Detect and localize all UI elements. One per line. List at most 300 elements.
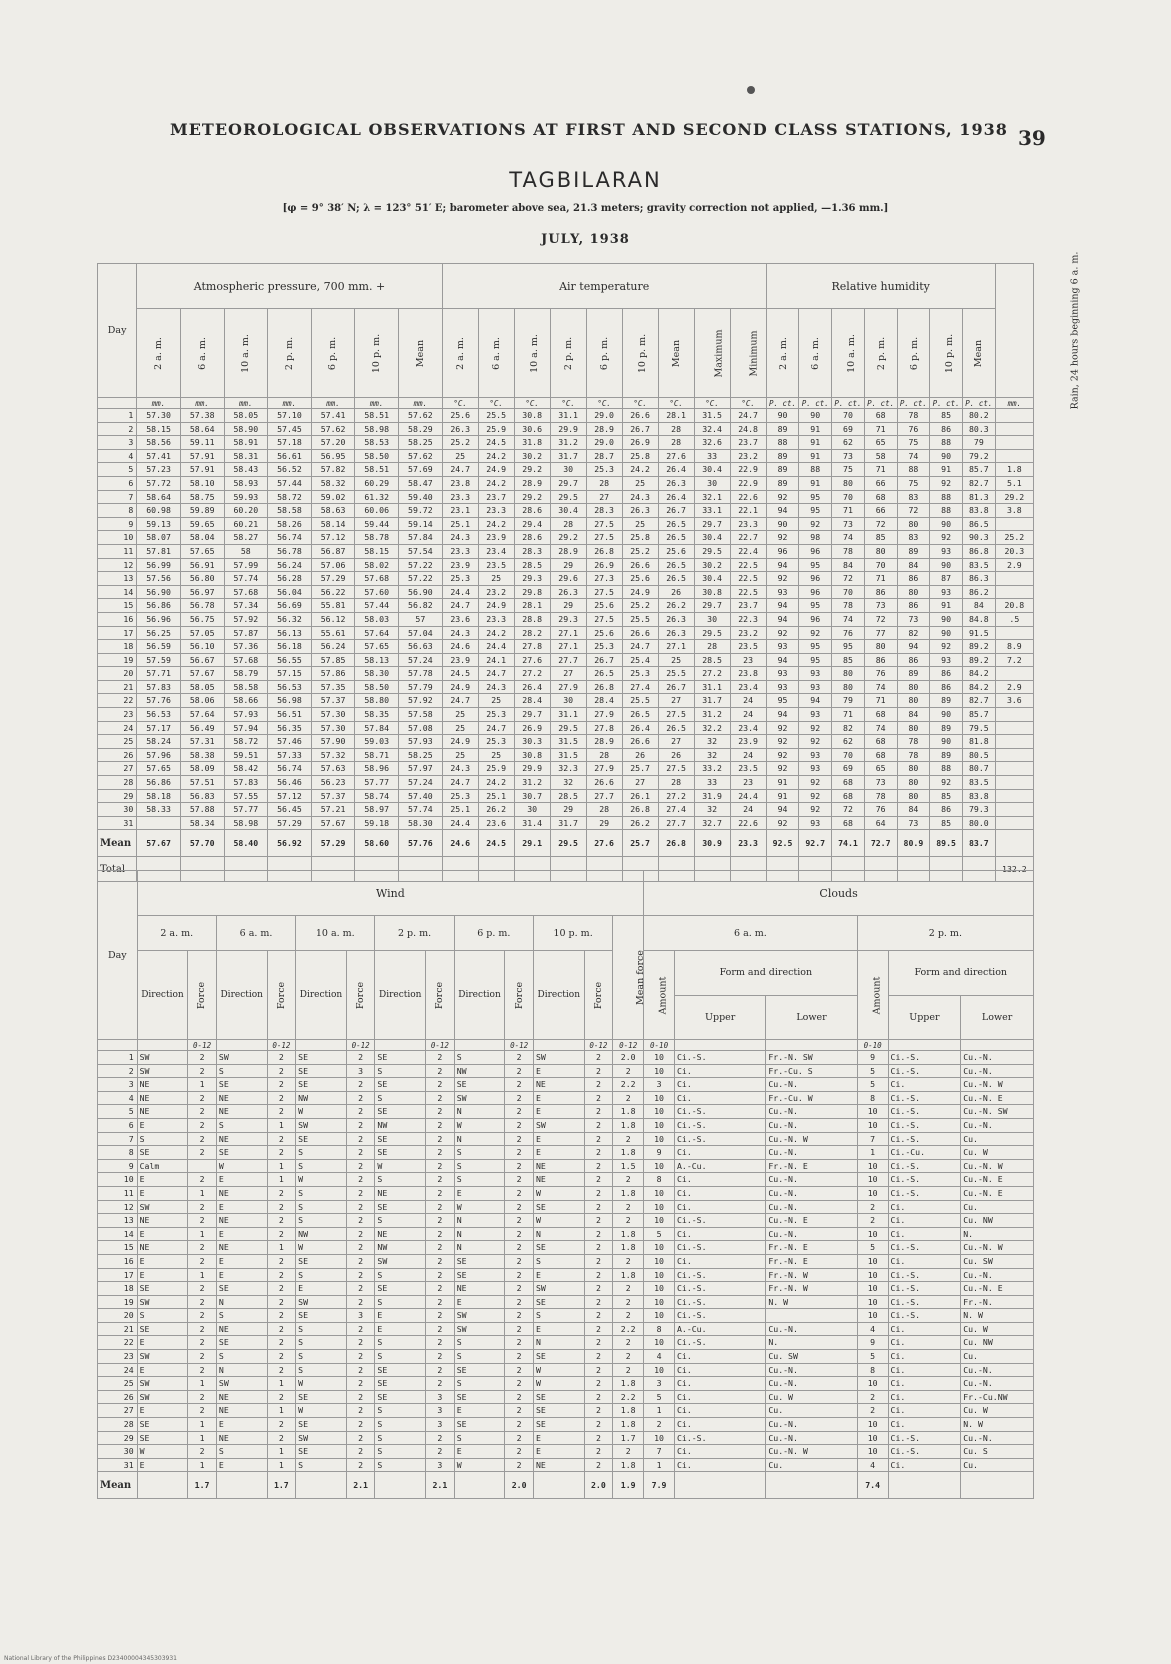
- table-row: [98, 789, 1034, 803]
- pressure-col-label: 2 p. m.: [283, 336, 295, 370]
- pressure-10p: 60.06: [355, 504, 399, 518]
- temperature-2a: 23.8: [442, 476, 478, 490]
- table-row: [98, 1159, 1034, 1173]
- wind-force: 3: [426, 1390, 455, 1404]
- cloud-lower-6am: Fr.-N. E: [766, 1254, 857, 1268]
- humidity-10p: 88: [930, 436, 963, 450]
- force-scale: 0-12: [426, 1040, 455, 1051]
- wind-force: 2: [346, 1322, 375, 1336]
- wind-direction: NE: [137, 1214, 188, 1228]
- humidity-6p: 86: [897, 653, 930, 667]
- cloud-amount-6am: 3: [644, 1078, 675, 1092]
- wind-direction: SE: [137, 1418, 188, 1432]
- wind-direction: S: [533, 1254, 584, 1268]
- humidity-10a: 84: [832, 558, 865, 572]
- wind-direction: N: [533, 1227, 584, 1241]
- pressure-6a: 59.65: [180, 517, 224, 531]
- day-number: 10: [98, 531, 137, 545]
- wind-direction: SW: [137, 1051, 188, 1065]
- humidity-6a: 95: [799, 558, 832, 572]
- rain-value: 7.2: [995, 653, 1033, 667]
- humidity-6p: 73: [897, 816, 930, 830]
- pressure-6a: 58.64: [180, 422, 224, 436]
- humidity-col-label: 6 p. m.: [908, 336, 920, 370]
- humidity-10p: 86: [930, 680, 963, 694]
- wind-force: 2: [505, 1200, 534, 1214]
- humidity-6a: 95: [799, 599, 832, 613]
- wind-time-header: 6 a. m.: [216, 916, 295, 951]
- wind-force: 2: [505, 1254, 534, 1268]
- wind-direction: W: [296, 1377, 347, 1391]
- cloud-upper-2pm: Ci.: [888, 1418, 961, 1432]
- table-row: [98, 748, 1034, 762]
- cloud-amount-6am: 4: [644, 1350, 675, 1364]
- wind-direction: N: [454, 1227, 505, 1241]
- humidity-mean: 83.5: [962, 558, 995, 572]
- day-number: 7: [98, 1132, 138, 1146]
- wind-force: 2: [346, 1146, 375, 1160]
- pressure-10p: 58.78: [355, 531, 399, 545]
- pressure-2a: 58.07: [137, 531, 181, 545]
- pressure-2p: 58.58: [268, 504, 312, 518]
- pressure-6a: 56.49: [180, 721, 224, 735]
- rain-value: 2.9: [995, 558, 1033, 572]
- pressure-6p: 57.86: [311, 667, 355, 681]
- humidity-col-header: [766, 309, 799, 398]
- cloud-upper-6am: Ci.-S.: [674, 1268, 765, 1282]
- rain-value: [995, 816, 1033, 830]
- temperature-6a: 23.2: [478, 585, 514, 599]
- wind-direction: W: [533, 1363, 584, 1377]
- humidity-2a: 94: [766, 653, 799, 667]
- pressure-10a: 57.68: [224, 653, 268, 667]
- wind-direction: NE: [375, 1227, 426, 1241]
- temperature-10p: 25.6: [622, 572, 658, 586]
- wind-time-header: 10 p. m.: [533, 916, 612, 951]
- humidity-2a: 94: [766, 708, 799, 722]
- table-row: [98, 1322, 1034, 1336]
- pressure-2p: 57.29: [268, 816, 312, 830]
- force-header: [584, 951, 613, 1040]
- temperature-group-header: Air temperature: [442, 264, 766, 309]
- humidity-col-header: [930, 309, 963, 398]
- wind-direction: SW: [375, 1254, 426, 1268]
- table-row: [98, 776, 1034, 790]
- cloud-lower-2pm: Cu.-N. W: [961, 1241, 1034, 1255]
- pressure-2a: 57.76: [137, 694, 181, 708]
- temperature-2a: 23.3: [442, 544, 478, 558]
- humidity-mean: 80.7: [962, 762, 995, 776]
- pressure-10a: 57.99: [224, 558, 268, 572]
- wind-force: 2: [346, 1418, 375, 1432]
- cloud-upper-6am: A.-Cu.: [674, 1159, 765, 1173]
- wind-force: 2: [426, 1295, 455, 1309]
- pressure-2p: 56.74: [268, 762, 312, 776]
- temperature-10a: 28.2: [514, 626, 550, 640]
- rain-value: 20.8: [995, 599, 1033, 613]
- humidity-6p: 83: [897, 531, 930, 545]
- day-number: 2: [98, 422, 137, 436]
- temperature-min: 24.4: [730, 789, 766, 803]
- temperature-min: 23.2: [730, 449, 766, 463]
- pressure-2p: 56.28: [268, 572, 312, 586]
- humidity-2a: 89: [766, 422, 799, 436]
- force-header: [188, 951, 217, 1040]
- humidity-10a: 70: [832, 748, 865, 762]
- day-number: 14: [98, 585, 137, 599]
- temperature-min: 22.9: [730, 476, 766, 490]
- humidity-2a: 89: [766, 476, 799, 490]
- pressure-6p: 57.67: [311, 816, 355, 830]
- mean-force: 1.7: [613, 1431, 644, 1445]
- wind-force: 2: [584, 1282, 613, 1296]
- pressure-2a: 57.23: [137, 463, 181, 477]
- pressure-6p: 57.29: [311, 572, 355, 586]
- humidity-2a: 93: [766, 640, 799, 654]
- wind-force: 2: [188, 1064, 217, 1078]
- day-number: 5: [98, 463, 137, 477]
- table-row: [98, 1078, 1034, 1092]
- humidity-mean: 86.2: [962, 585, 995, 599]
- wind-direction: SE: [454, 1268, 505, 1282]
- pressure-mean: 57.69: [399, 463, 443, 477]
- pressure-6p: 57.82: [311, 463, 355, 477]
- wind-direction: E: [216, 1418, 267, 1432]
- pressure-2p: 56.98: [268, 694, 312, 708]
- day-number: 9: [98, 1159, 138, 1173]
- wind-force: 2: [267, 1200, 296, 1214]
- day-header: Day: [98, 264, 137, 398]
- rain-value: 3.8: [995, 504, 1033, 518]
- wind-direction: SE: [533, 1404, 584, 1418]
- temperature-10p: 25.5: [622, 694, 658, 708]
- empty-mean: [766, 1472, 857, 1499]
- temperature-col-header: [658, 309, 694, 398]
- pressure-2a: 57.56: [137, 572, 181, 586]
- pressure-6a: 58.75: [180, 490, 224, 504]
- cloud-lower-6am: Cu.-N.: [766, 1186, 857, 1200]
- rain-value: [995, 422, 1033, 436]
- temperature-10p: 27.4: [622, 680, 658, 694]
- temperature-mean: 27.7: [658, 816, 694, 830]
- cloud-upper-2pm: Ci.: [888, 1322, 961, 1336]
- wind-force: 2: [505, 1078, 534, 1092]
- day-number: 6: [98, 476, 137, 490]
- mean-force: 1.8: [613, 1105, 644, 1119]
- cloud-upper-6am: Ci.: [674, 1064, 765, 1078]
- wind-direction: NW: [375, 1241, 426, 1255]
- table-row: [98, 1363, 1034, 1377]
- temperature-10p: 25.2: [622, 544, 658, 558]
- temperature-2p: 32.3: [550, 762, 586, 776]
- humidity-2p: 86: [864, 585, 897, 599]
- cloud-amount-2pm: 10: [857, 1418, 888, 1432]
- temperature-2a: 24.3: [442, 762, 478, 776]
- wind-force: 2: [188, 1091, 217, 1105]
- force-scale: 0-12: [346, 1040, 375, 1051]
- cloud-lower-6am: Cu.-N.: [766, 1227, 857, 1241]
- temperature-col-header: [694, 309, 730, 398]
- wind-force: 2: [584, 1445, 613, 1459]
- temperature-2p: 31.1: [550, 409, 586, 423]
- wind-force: 2: [346, 1132, 375, 1146]
- cloud-amount-2pm: 2: [857, 1404, 888, 1418]
- cloud-amount-2pm: 10: [857, 1282, 888, 1296]
- humidity-2a: 92: [766, 531, 799, 545]
- wind-direction: W: [533, 1214, 584, 1228]
- rain-value: [995, 762, 1033, 776]
- pressure-2a: 56.96: [137, 612, 181, 626]
- wind-force: 2: [267, 1295, 296, 1309]
- pressure-6p: 57.90: [311, 735, 355, 749]
- empty-mean: [674, 1472, 765, 1499]
- pressure-col-label: 2 a. m.: [153, 336, 165, 370]
- pressure-10a: 60.20: [224, 504, 268, 518]
- humidity-6p: 84: [897, 558, 930, 572]
- wind-force: 2: [505, 1309, 534, 1323]
- temperature-6a: 24.9: [478, 463, 514, 477]
- pressure-mean: 58.47: [399, 476, 443, 490]
- wind-direction: W: [375, 1159, 426, 1173]
- mean-force: 2: [613, 1200, 644, 1214]
- pressure-10p: 58.03: [355, 612, 399, 626]
- wind-direction: E: [454, 1295, 505, 1309]
- humidity-6p: 80: [897, 762, 930, 776]
- mean-force: 2: [613, 1309, 644, 1323]
- wind-direction: S: [375, 1458, 426, 1472]
- cloud-amount-2pm: 10: [857, 1254, 888, 1268]
- temperature-max: 33: [694, 776, 730, 790]
- humidity-6a: 95: [799, 504, 832, 518]
- humidity-2a: 89: [766, 463, 799, 477]
- wind-force: 2: [426, 1159, 455, 1173]
- wind-time-header: 6 p. m.: [454, 916, 533, 951]
- wind-force: 2: [267, 1363, 296, 1377]
- day-number: 12: [98, 558, 137, 572]
- pressure-2a: 57.41: [137, 449, 181, 463]
- force-scale: 0-12: [188, 1040, 217, 1051]
- humidity-6a: 98: [799, 531, 832, 545]
- humidity-mean: 89.2: [962, 640, 995, 654]
- humidity-6p: 75: [897, 476, 930, 490]
- temperature-unit: °C.: [478, 398, 514, 409]
- cloud-upper-6am: Ci.: [674, 1146, 765, 1160]
- pressure-mean: 58.29: [399, 422, 443, 436]
- pressure-10p: 58.74: [355, 789, 399, 803]
- wind-force: 2: [346, 1078, 375, 1092]
- wind-force: 2: [267, 1350, 296, 1364]
- pressure-mean: 58.40: [224, 830, 268, 857]
- wind-force: 2: [426, 1282, 455, 1296]
- table-row: [98, 558, 1034, 572]
- cloud-lower-2pm: Cu. SW: [961, 1254, 1034, 1268]
- pressure-2p: 57.10: [268, 409, 312, 423]
- temperature-6p: 25.3: [586, 463, 622, 477]
- pressure-2a: 56.86: [137, 599, 181, 613]
- direction-header: Direction: [216, 951, 267, 1040]
- humidity-mean: 86.8: [962, 544, 995, 558]
- temperature-mean: 23.3: [730, 830, 766, 857]
- temperature-6p: 28.4: [586, 694, 622, 708]
- wind-force: 1: [267, 1404, 296, 1418]
- wind-force: 2: [584, 1268, 613, 1282]
- cloud-amount-6am: 8: [644, 1322, 675, 1336]
- mean-force: 1.8: [613, 1377, 644, 1391]
- wind-force: 3: [346, 1309, 375, 1323]
- humidity-mean: 72.7: [864, 830, 897, 857]
- humidity-6p: 80: [897, 585, 930, 599]
- humidity-6p: 84: [897, 803, 930, 817]
- pressure-2a: 57.83: [137, 680, 181, 694]
- pressure-10p: 60.29: [355, 476, 399, 490]
- humidity-10a: 82: [832, 721, 865, 735]
- direction-unit: [375, 1040, 426, 1051]
- wind-direction: SE: [216, 1282, 267, 1296]
- temperature-2p: 28.9: [550, 544, 586, 558]
- humidity-mean: 80.0: [962, 816, 995, 830]
- pressure-10a: 58.72: [224, 735, 268, 749]
- wind-direction: W: [296, 1105, 347, 1119]
- direction-mean-empty: [533, 1472, 584, 1499]
- pressure-10a: 58.98: [224, 816, 268, 830]
- temperature-10a: 31.4: [514, 816, 550, 830]
- wind-direction: S: [375, 1268, 426, 1282]
- wind-direction: SW: [296, 1431, 347, 1445]
- cloud-lower-2pm: Cu. NW: [961, 1336, 1034, 1350]
- temperature-2a: 24.5: [442, 667, 478, 681]
- cloud-lower-2pm: Cu.-N.: [961, 1268, 1034, 1282]
- wind-direction: W: [533, 1186, 584, 1200]
- pressure-6a: 58.10: [180, 476, 224, 490]
- temperature-col-label: 6 a. m.: [490, 336, 502, 370]
- pressure-2p: 57.18: [268, 436, 312, 450]
- temperature-min: 23.3: [730, 517, 766, 531]
- humidity-2p: 58: [864, 449, 897, 463]
- temperature-10p: 26.9: [622, 436, 658, 450]
- temperature-6p: 25.6: [586, 626, 622, 640]
- pressure-10a: 60.21: [224, 517, 268, 531]
- wind-direction: W: [454, 1118, 505, 1132]
- pressure-6a: 56.91: [180, 558, 224, 572]
- humidity-mean: 92.5: [766, 830, 799, 857]
- cloud-lower-2pm: Cu.-N. W: [961, 1078, 1034, 1092]
- pressure-6a: 57.05: [180, 626, 224, 640]
- day-number: 21: [98, 1322, 138, 1336]
- upper-header: Upper: [674, 995, 765, 1040]
- temperature-2p: 30: [550, 694, 586, 708]
- cloud-lower-2pm: Cu.-N.: [961, 1431, 1034, 1445]
- wind-force: 2: [346, 1241, 375, 1255]
- temperature-col-header: [442, 309, 478, 398]
- temperature-min: 24: [730, 708, 766, 722]
- humidity-10p: 89: [930, 694, 963, 708]
- wind-force: 2: [584, 1227, 613, 1241]
- temperature-mean: 26.3: [658, 476, 694, 490]
- temperature-col-header: [550, 309, 586, 398]
- wind-direction: S: [137, 1132, 188, 1146]
- mean-force: 2.2: [613, 1390, 644, 1404]
- wind-direction: W: [216, 1159, 267, 1173]
- temperature-mean: 27.1: [658, 640, 694, 654]
- humidity-mean: 79.5: [962, 721, 995, 735]
- wind-direction: S: [454, 1146, 505, 1160]
- day-number: 24: [98, 721, 137, 735]
- wind-direction: NW: [296, 1091, 347, 1105]
- humidity-2p: 76: [864, 667, 897, 681]
- mean-row: [98, 830, 1034, 857]
- humidity-6p: 89: [897, 544, 930, 558]
- pressure-10a: 58.66: [224, 694, 268, 708]
- table-row: [98, 1091, 1034, 1105]
- mean-force: 1.8: [613, 1118, 644, 1132]
- temperature-mean: 26.2: [658, 599, 694, 613]
- temperature-col-label: 10 a. m.: [528, 333, 540, 373]
- cloud-amount-2pm: 10: [857, 1431, 888, 1445]
- cloud-upper-2pm: Ci.: [888, 1200, 961, 1214]
- temperature-6a: 24.7: [478, 667, 514, 681]
- force-label: Force: [196, 981, 208, 1009]
- wind-direction: NE: [216, 1431, 267, 1445]
- pressure-10a: 57.34: [224, 599, 268, 613]
- wind-force: 2: [188, 1282, 217, 1296]
- day-number: 12: [98, 1200, 138, 1214]
- pressure-6a: 57.67: [180, 667, 224, 681]
- rain-total: 132.2: [995, 857, 1033, 882]
- day-number: 13: [98, 1214, 138, 1228]
- cloud-upper-2pm: Ci.-S.: [888, 1159, 961, 1173]
- humidity-mean: 89.5: [930, 830, 963, 857]
- pressure-2a: 58.64: [137, 490, 181, 504]
- table-row: [98, 409, 1034, 423]
- cloud-amount-6am: 10: [644, 1336, 675, 1350]
- temperature-2p: 28.5: [550, 789, 586, 803]
- cloud-amount-2pm: 8: [857, 1363, 888, 1377]
- temperature-2p: 29.2: [550, 531, 586, 545]
- temperature-max: 31.5: [694, 409, 730, 423]
- wind-direction: SE: [216, 1078, 267, 1092]
- wind-force: 2: [505, 1390, 534, 1404]
- pressure-10p: 58.51: [355, 463, 399, 477]
- temperature-min: 23.8: [730, 667, 766, 681]
- table-row: [98, 504, 1034, 518]
- rain-value: [995, 626, 1033, 640]
- wind-force: 2: [267, 1078, 296, 1092]
- humidity-col-header: [864, 309, 897, 398]
- humidity-mean: 83.7: [962, 830, 995, 857]
- pressure-mean: 58.25: [399, 748, 443, 762]
- pressure-2p: 58.72: [268, 490, 312, 504]
- cloud-amount-2pm: 10: [857, 1105, 888, 1119]
- day-number: 7: [98, 490, 137, 504]
- day-number: 1: [98, 1051, 138, 1065]
- pressure-6p: 57.20: [311, 436, 355, 450]
- wind-force: 2: [267, 1091, 296, 1105]
- cloud-amount-6am: 10: [644, 1186, 675, 1200]
- pressure-10p: 58.51: [355, 409, 399, 423]
- cloud-upper-6am: Ci.: [674, 1377, 765, 1391]
- humidity-col-header: [799, 309, 832, 398]
- direction-unit: [454, 1040, 505, 1051]
- temperature-10a: 30.7: [514, 789, 550, 803]
- table-row: [98, 1309, 1034, 1323]
- table-row: [98, 490, 1034, 504]
- humidity-mean: 80.2: [962, 409, 995, 423]
- wind-force: 1: [188, 1078, 217, 1092]
- humidity-2a: 90: [766, 409, 799, 423]
- temperature-max: 31.7: [694, 694, 730, 708]
- wind-force: 2: [584, 1458, 613, 1472]
- temperature-2a: 23.9: [442, 558, 478, 572]
